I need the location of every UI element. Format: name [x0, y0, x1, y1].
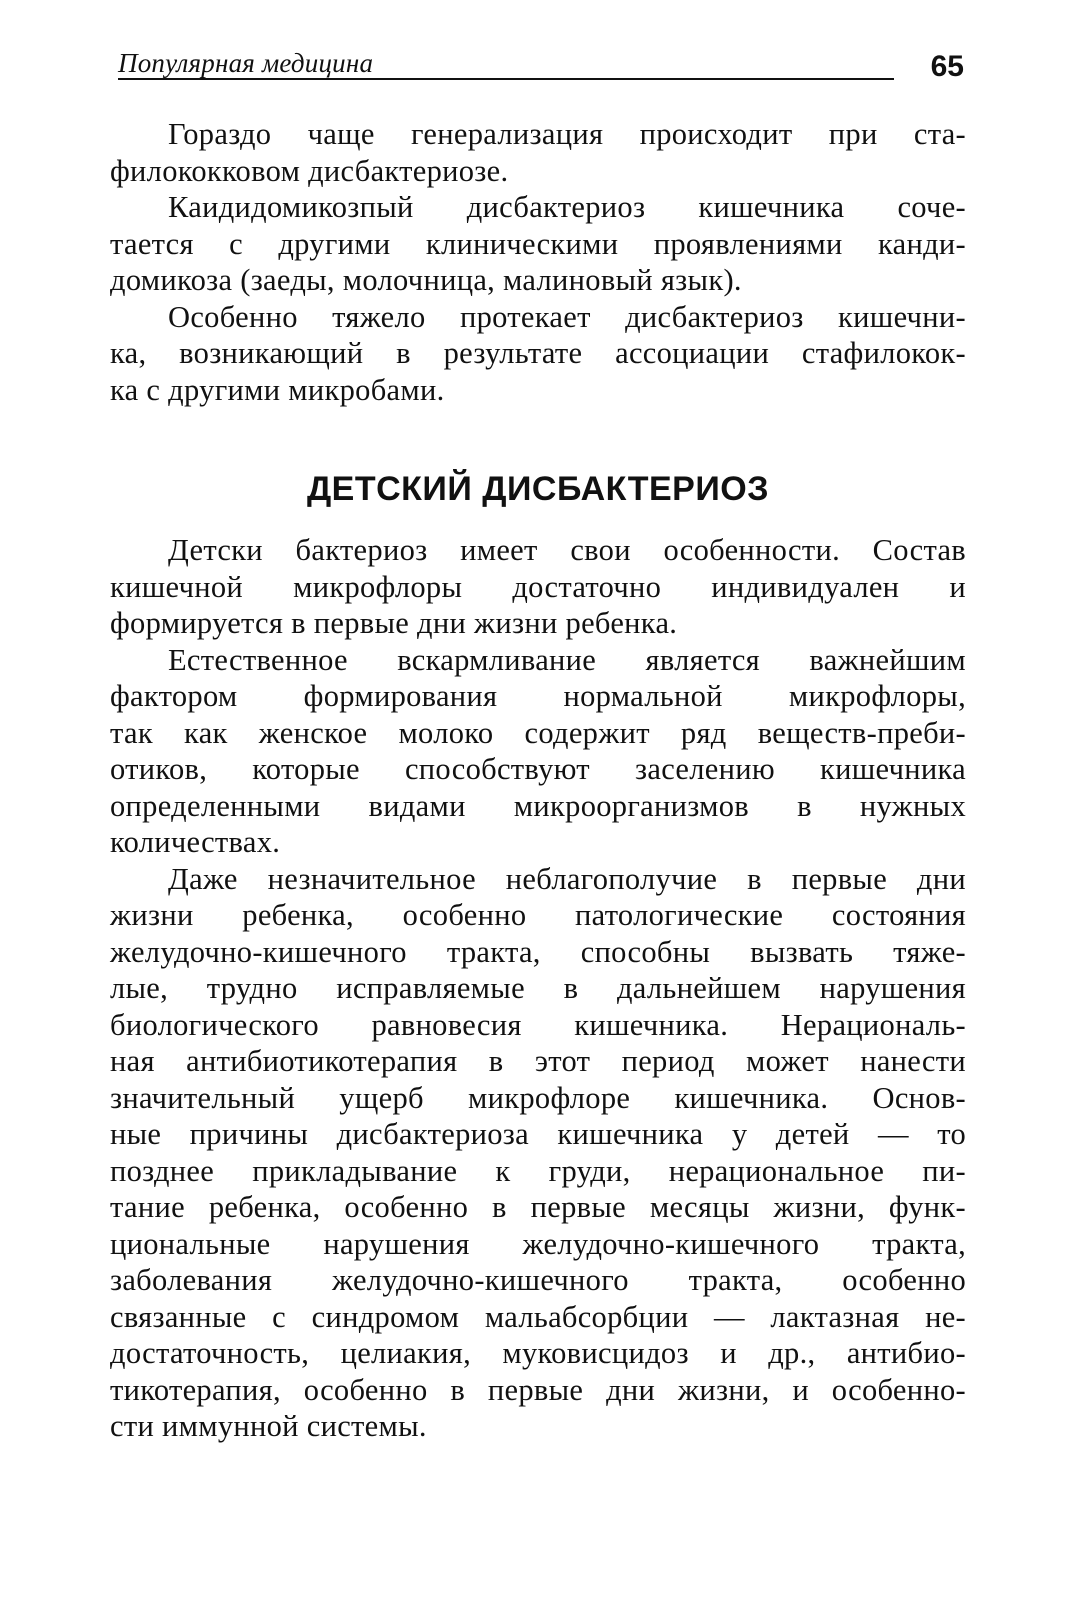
- text-line: ка с другими микробами.: [110, 372, 445, 407]
- text-line: позднее прикладывание к груди, нерациональное пи-: [110, 1153, 966, 1188]
- header-rule: [118, 78, 894, 80]
- text-line: кишечной микрофлоры достаточно индивидуален и: [110, 569, 966, 604]
- text-line: ные причины дисбактериоза кишечника у детей — то: [110, 1117, 966, 1151]
- text-line: Каидидомикозпый дисбактериоз кишечника соче-: [168, 190, 966, 224]
- running-title: Популярная медицина: [118, 48, 374, 78]
- text-line: так как женское молоко содержит ряд веществ-преби-: [110, 715, 966, 750]
- text-line: значительный ущерб микрофлоре кишечника. Основ-: [110, 1080, 966, 1115]
- text-line: Особенно тяжело протекает дисбактериоз кишечни-: [168, 299, 966, 334]
- text-line: достаточность, целиакия, муковисцидоз и др., антибио-: [110, 1336, 966, 1370]
- text-line: ная антибиотикотерапия в этот период может нанести: [110, 1044, 966, 1078]
- text-line: лые, трудно исправляемые в дальнейшем нарушения: [110, 971, 966, 1005]
- page-number: 65: [930, 50, 964, 83]
- text-block-section: [110, 532, 966, 1445]
- text-line: сти иммунной системы.: [110, 1409, 427, 1443]
- running-head: [118, 44, 964, 90]
- text-line: количествах.: [110, 825, 281, 859]
- text-line: фактором формирования нормальной микрофлоры,: [110, 679, 966, 713]
- text-line: отиков, которые способствуют заселению кишечника: [110, 752, 966, 786]
- text-line: циональные нарушения желудочно-кишечного тракта,: [110, 1226, 966, 1261]
- text-block-intro: [110, 116, 966, 408]
- text-line: ка, возникающий в результате ассоциации стафилокок-: [110, 336, 966, 370]
- text-line: Естественное вскармливание является важнейшим: [168, 642, 966, 677]
- text-line: определенными видами микроорганизмов в нужных: [110, 788, 966, 823]
- text-line: формируется в первые дни жизни ребенка.: [110, 606, 678, 640]
- text-line: биологического равновесия кишечника. Нерациональ-: [110, 1007, 966, 1042]
- text-line: Детски бактериоз имеет свои особенности. Состав: [168, 533, 966, 567]
- section-heading: ДЕТСКИЙ ДИСБАКТЕРИОЗ: [306, 470, 770, 508]
- text-line: домикоза (заеды, молочница, малиновый язык).: [110, 263, 742, 297]
- text-line: тикотерапия, особенно в первые дни жизни, и особенно-: [110, 1372, 966, 1407]
- text-line: Даже незначительное неблагополучие в первые дни: [168, 861, 966, 896]
- text-line: заболевания желудочно-кишечного тракта, особенно: [110, 1263, 966, 1297]
- text-line: тание ребенка, особенно в первые месяцы жизни, функ-: [110, 1190, 966, 1224]
- text-line: связанные с синдромом мальабсорбции — лактазная не-: [110, 1299, 966, 1334]
- text-line: филококковом дисбактериозе.: [110, 153, 509, 188]
- text-line: тается с другими клиническими проявлениями канди-: [110, 226, 966, 261]
- text-line: жизни ребенка, особенно патологические состояния: [110, 898, 966, 932]
- text-line: Гораздо чаще генерализация происходит при ста-: [168, 117, 966, 151]
- text-line: желудочно-кишечного тракта, способны вызвать тяже-: [110, 934, 966, 969]
